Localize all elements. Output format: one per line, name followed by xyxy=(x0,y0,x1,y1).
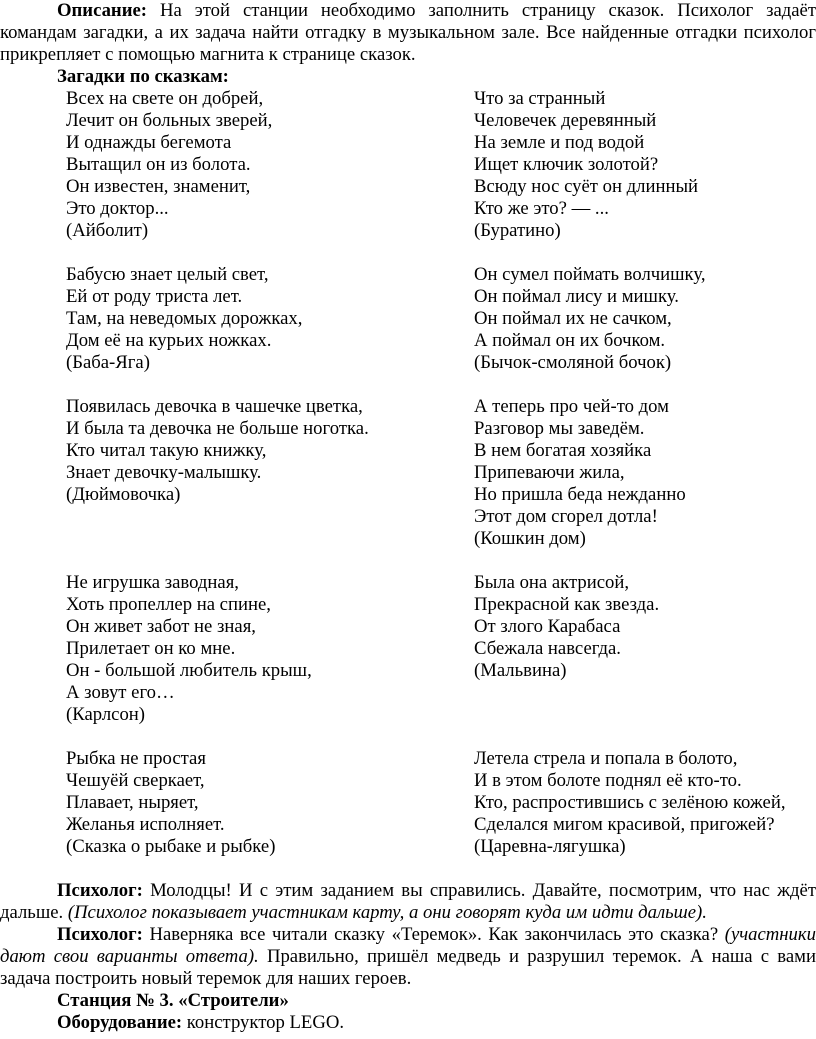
riddle-answer: (Айболит) xyxy=(66,220,149,241)
psychologist-text-tail: Правильно, пришёл медведь и разрушил теремок. А наша с вами задача построить новый теремок для наших героев. xyxy=(0,946,816,989)
riddle-line: Он поймал лису и мишку. xyxy=(474,286,679,307)
equipment-text: конструктор LEGO. xyxy=(182,1012,344,1033)
riddle-line: Кто, распростившись с зелёною кожей, xyxy=(474,792,786,813)
riddle-line: В нем богатая хозяйка xyxy=(474,440,652,461)
psychologist-paragraph-1 xyxy=(0,880,816,924)
riddle-line: Дом её на курьих ножках. xyxy=(66,330,272,351)
riddle-line: Это доктор... xyxy=(66,198,169,219)
riddle-line: Всюду нос суёт он длинный xyxy=(474,176,699,197)
equipment-label: Оборудование: xyxy=(57,1012,183,1033)
riddle-line: Хоть пропеллер на спине, xyxy=(66,594,271,615)
riddle-line: Прилетает он ко мне. xyxy=(66,638,236,659)
riddle-line: Вытащил он из болота. xyxy=(66,154,251,175)
riddle-answer: (Буратино) xyxy=(474,220,561,241)
riddle-line: Лечит он больных зверей, xyxy=(66,110,273,131)
riddle-line: Бабусю знает целый свет, xyxy=(66,264,269,285)
riddle-line: Сделался мигом красивой, пригожей? xyxy=(474,814,775,835)
riddle-bychok xyxy=(474,264,706,374)
riddle-answer: (Карлсон) xyxy=(66,704,146,725)
riddle-answer: (Царевна-лягушка) xyxy=(474,836,626,857)
riddle-aibolit xyxy=(66,88,272,242)
psychologist-remark: (Психолог показывает участникам карту, а они говорят куда им идти дальше). xyxy=(67,902,707,923)
riddle-thumbelina xyxy=(66,396,369,506)
riddle-line: Плавает, ныряет, xyxy=(66,792,199,813)
riddle-line: Желанья исполняет. xyxy=(66,814,225,835)
riddle-line: Рыбка не простая xyxy=(66,748,206,769)
riddle-line: Припеваючи жила, xyxy=(474,462,625,483)
psychologist-label: Психолог: xyxy=(57,924,143,945)
riddle-line: Он живет забот не зная, xyxy=(66,616,256,637)
psychologist-text: Молодцы! И с этим заданием вы справились. Давайте, посмотрим, что нас ждёт дальше. xyxy=(0,880,816,923)
riddle-answer: (Дюймовочка) xyxy=(66,484,181,505)
riddle-line: Сбежала навсегда. xyxy=(474,638,621,659)
riddle-line: И однажды бегемота xyxy=(66,132,232,153)
riddle-malvina xyxy=(474,572,659,682)
riddle-line: Прекрасной как звезда. xyxy=(474,594,660,615)
riddle-line: Человечек деревянный xyxy=(474,110,657,131)
riddle-line: Что за странный xyxy=(474,88,606,109)
riddles-heading: Загадки по сказкам: xyxy=(57,66,229,87)
psychologist-remark: (участники дают свои варианты ответа). xyxy=(0,924,816,967)
riddle-line: Кто же это? — ... xyxy=(474,198,609,219)
riddle-line: Но пришла беда нежданно xyxy=(474,484,686,505)
riddle-answer: (Баба-Яга) xyxy=(66,352,150,373)
station-heading: Станция № 3. «Строители» xyxy=(57,990,289,1011)
riddle-line: Ищет ключик золотой? xyxy=(474,154,659,175)
riddle-line: И в этом болоте поднял её кто-то. xyxy=(474,770,742,791)
riddle-line: И была та девочка не больше ноготка. xyxy=(66,418,369,439)
riddle-buratino xyxy=(474,88,698,242)
riddle-line: От злого Карабаса xyxy=(474,616,621,637)
riddle-line: А теперь про чей-то дом xyxy=(474,396,669,417)
riddle-line: Чешуёй сверкает, xyxy=(66,770,205,791)
riddle-answer: (Мальвина) xyxy=(474,660,567,681)
riddle-line: Не игрушка заводная, xyxy=(66,572,239,593)
psychologist-label: Психолог: xyxy=(57,880,143,901)
riddle-answer: (Кошкин дом) xyxy=(474,528,586,549)
riddle-line: А зовут его… xyxy=(66,682,175,703)
riddle-answer: (Сказка о рыбаке и рыбке) xyxy=(66,836,276,857)
riddle-line: Он поймал их не сачком, xyxy=(474,308,672,329)
riddle-line: Была она актрисой, xyxy=(474,572,630,593)
equipment-line xyxy=(57,1012,344,1034)
description-paragraph xyxy=(0,0,816,66)
riddle-line: На земле и под водой xyxy=(474,132,645,153)
riddle-baba-yaga xyxy=(66,264,302,374)
psychologist-text: Наверняка все читали сказку «Теремок». Как закончилась это сказка? xyxy=(142,924,725,945)
riddle-line: Он сумел поймать волчишку, xyxy=(474,264,706,285)
riddle-line: Знает девочку-малышку. xyxy=(66,462,262,483)
riddle-line: Кто читал такую книжку, xyxy=(66,440,267,461)
description-label: Описание: xyxy=(57,0,147,21)
riddle-line: Появилась девочка в чашечке цветка, xyxy=(66,396,363,417)
riddle-answer: (Бычок-смоляной бочок) xyxy=(474,352,672,373)
riddle-line: Этот дом сгорел дотла! xyxy=(474,506,658,527)
riddle-line: А поймал он их бочком. xyxy=(474,330,666,351)
description-text: На этой станции необходимо заполнить страницу сказок. Психолог задаёт командам загадки, а их задача найти отгадку в музыкальном зале. Все найденные отгадки психолог прикрепляет с помощью магнита к странице сказок. xyxy=(0,0,816,65)
riddle-line: Там, на неведомых дорожках, xyxy=(66,308,303,329)
riddle-line: Всех на свете он добрей, xyxy=(66,88,264,109)
psychologist-paragraph-2 xyxy=(0,924,816,990)
riddle-line: Он известен, знаменит, xyxy=(66,176,251,197)
riddle-line: Летела стрела и попала в болото, xyxy=(474,748,738,769)
riddle-line: Разговор мы заведём. xyxy=(474,418,645,439)
riddle-frog-princess xyxy=(474,748,786,858)
riddle-fisherman xyxy=(66,748,275,858)
riddle-koshkin-dom xyxy=(474,396,686,550)
riddle-line: Ей от роду триста лет. xyxy=(66,286,243,307)
riddle-karlson xyxy=(66,572,312,726)
riddle-line: Он - большой любитель крыш, xyxy=(66,660,312,681)
